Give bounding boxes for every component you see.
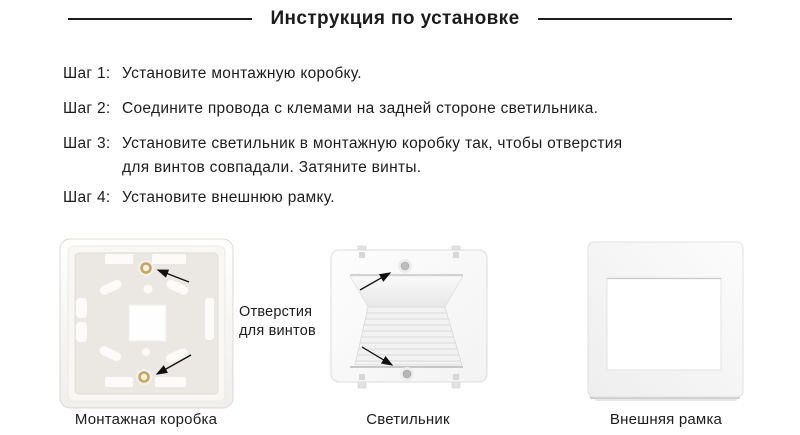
page-title: Инструкция по установке (270, 8, 520, 29)
step-3-text-line-1: Установите светильник в монтажную коробку так, чтобы отверстия (122, 135, 623, 152)
fixture-clip-slot (359, 252, 365, 258)
box-knockout (105, 377, 133, 387)
step-2-label: Шаг 2: (63, 100, 111, 117)
fixture-clip-slot (453, 252, 459, 258)
caption-outer-frame: Внешняя рамка (609, 411, 723, 428)
fixture-clip-slot (453, 374, 459, 380)
box-knockout (76, 322, 87, 342)
box-knockout (105, 254, 133, 264)
box-knockout (152, 254, 186, 264)
light-fixture-image (328, 241, 490, 399)
step-4-label: Шаг 4: (63, 189, 111, 206)
frame-opening (607, 278, 721, 370)
step-4-text: Установите внешнюю рамку. (122, 189, 335, 206)
fixture-screw-hole-top (398, 259, 412, 273)
frame-shadow (595, 398, 737, 401)
header (0, 8, 800, 30)
box-knockout (205, 298, 214, 340)
fixture-clip-slot (359, 374, 365, 380)
mounting-box-image (58, 236, 236, 412)
fixture-screw-hole-bottom (400, 367, 414, 381)
caption-light-fixture: Светильник (366, 411, 450, 428)
step-2-text: Соедините провода с клемами на задней стороне светильника. (122, 100, 599, 117)
box-small-hole (144, 285, 153, 294)
box-knockout (76, 298, 87, 318)
box-screw-hole-bottom (136, 369, 152, 385)
screw-holes-label-line-2: для винтов (239, 323, 316, 339)
box-small-hole (142, 348, 150, 356)
step-2 (63, 97, 598, 121)
step-3 (63, 132, 622, 180)
step-1-label: Шаг 1: (63, 65, 111, 82)
box-center-opening (129, 305, 166, 341)
fixture-hood (350, 276, 463, 307)
box-knockout (155, 377, 186, 387)
step-4 (63, 186, 335, 210)
caption-mounting-box: Монтажная коробка (74, 411, 218, 428)
box-screw-hole-top (138, 260, 154, 276)
title-divider-left (68, 18, 252, 20)
step-1 (63, 62, 362, 86)
step-3-label: Шаг 3: (63, 135, 111, 152)
screw-holes-label-line-1: Отверстия (239, 304, 313, 320)
outer-frame-image (585, 239, 747, 403)
step-3-text-line-2: для винтов совпадали. Затяните винты. (122, 159, 422, 176)
title-divider-right (538, 18, 732, 20)
screw-holes-label (239, 303, 316, 341)
step-1-text: Установите монтажную коробку. (122, 65, 362, 82)
